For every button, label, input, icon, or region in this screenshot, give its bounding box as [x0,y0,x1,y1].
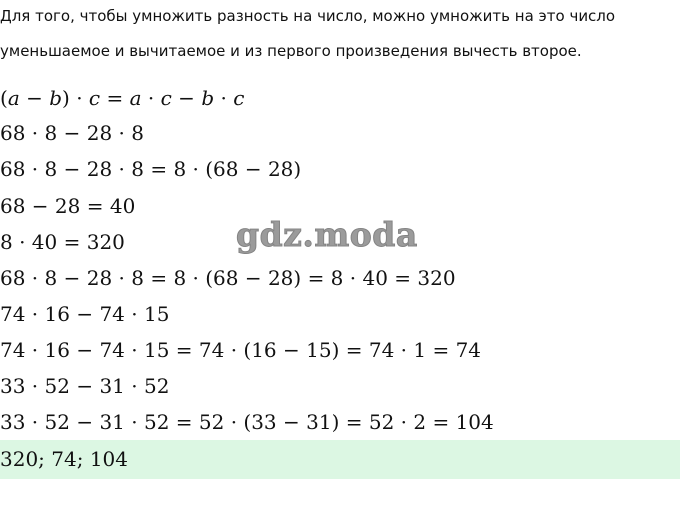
math-line-7: 74 · 16 − 74 · 15 = 74 · (16 − 15) = 74 · 1 = 74 [0,338,482,362]
math-line-5: 68 · 8 − 28 · 8 = 8 · (68 − 28) = 8 · 40 = 320 [0,266,456,290]
math-line-4: 8 · 40 = 320 [0,230,125,254]
math-line-1: 68 · 8 − 28 · 8 [0,121,144,145]
distributive-formula: (a − b) · c = a · c − b · c [0,86,245,110]
watermark-logo: gdz.moda [236,215,418,254]
var-c: c [233,86,245,110]
math-line-6: 74 · 16 − 74 · 15 [0,302,170,326]
var-b: b [49,86,63,110]
var-a: a [129,86,142,110]
var-a: a [7,86,20,110]
math-line-3: 68 − 28 = 40 [0,194,136,218]
var-b: b [201,86,215,110]
var-c: c [88,86,101,110]
rule-line-1: Для того, чтобы умножить разность на число, можно умножить на это число [0,7,616,25]
answer-text: 320; 74; 104 [0,447,128,471]
rule-line-2: уменьшаемое и вычитаемое и из первого произведения вычесть второе. [0,42,582,60]
math-line-9: 33 · 52 − 31 · 52 = 52 · (33 − 31) = 52 · 2 = 104 [0,410,494,434]
var-c: c [160,86,172,110]
math-line-8: 33 · 52 − 31 · 52 [0,374,170,398]
math-line-2: 68 · 8 − 28 · 8 = 8 · (68 − 28) [0,157,302,181]
